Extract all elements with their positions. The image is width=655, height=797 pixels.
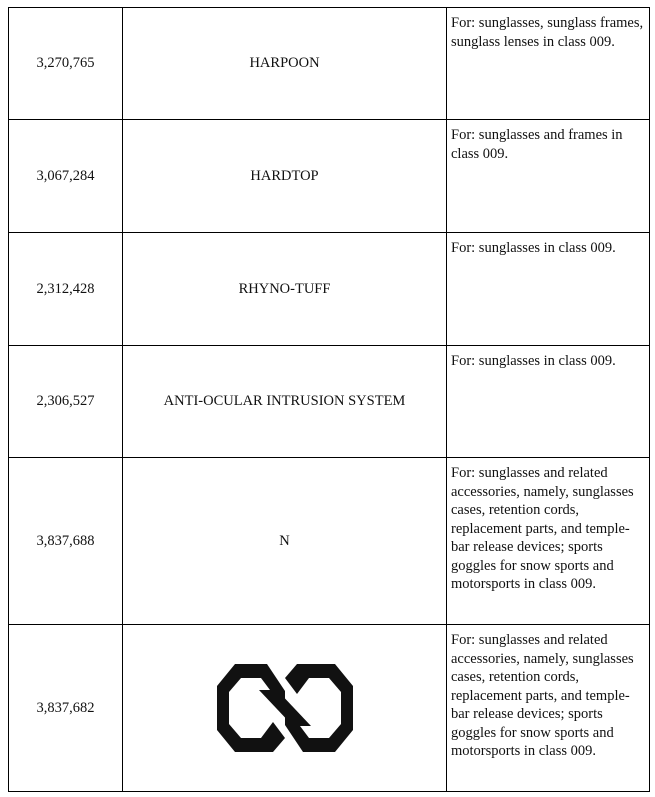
- registration-number: 2,312,428: [9, 233, 123, 346]
- mark-text: N: [123, 458, 447, 625]
- logo-left-loop: [217, 664, 285, 752]
- mark-text: HARPOON: [123, 8, 447, 120]
- stylized-n-logo-icon: [215, 658, 355, 758]
- mark-text: HARDTOP: [123, 120, 447, 233]
- table-row: [9, 8, 650, 120]
- logo-right-loop: [285, 664, 353, 752]
- table-row: [9, 625, 650, 792]
- mark-text: ANTI-OCULAR INTRUSION SYSTEM: [123, 346, 447, 458]
- goods-description: For: sunglasses and related accessories, namely, sunglasses cases, retention cords, replacement parts, and temple-bar release devices; sports goggles for snow sports and motorsports in class 009.: [447, 625, 650, 792]
- goods-description: For: sunglasses in class 009.: [447, 346, 650, 458]
- goods-description: For: sunglasses and frames in class 009.: [447, 120, 650, 233]
- registration-number: 3,837,688: [9, 458, 123, 625]
- table-row: [9, 233, 650, 346]
- registration-number: 3,270,765: [9, 8, 123, 120]
- mark-logo: [123, 658, 446, 758]
- mark-logo-cell: [123, 625, 447, 792]
- goods-description: For: sunglasses, sunglass frames, sunglass lenses in class 009.: [447, 8, 650, 120]
- table-row: [9, 458, 650, 625]
- table-row: [9, 346, 650, 458]
- registration-number: 2,306,527: [9, 346, 123, 458]
- trademark-registrations-table: [8, 7, 650, 792]
- registration-number: 3,067,284: [9, 120, 123, 233]
- table-row: [9, 120, 650, 233]
- goods-description: For: sunglasses and related accessories, namely, sunglasses cases, retention cords, replacement parts, and temple-bar release devices; sports goggles for snow sports and motorsports in class 009.: [447, 458, 650, 625]
- mark-text: RHYNO-TUFF: [123, 233, 447, 346]
- goods-description: For: sunglasses in class 009.: [447, 233, 650, 346]
- registration-number: 3,837,682: [9, 625, 123, 792]
